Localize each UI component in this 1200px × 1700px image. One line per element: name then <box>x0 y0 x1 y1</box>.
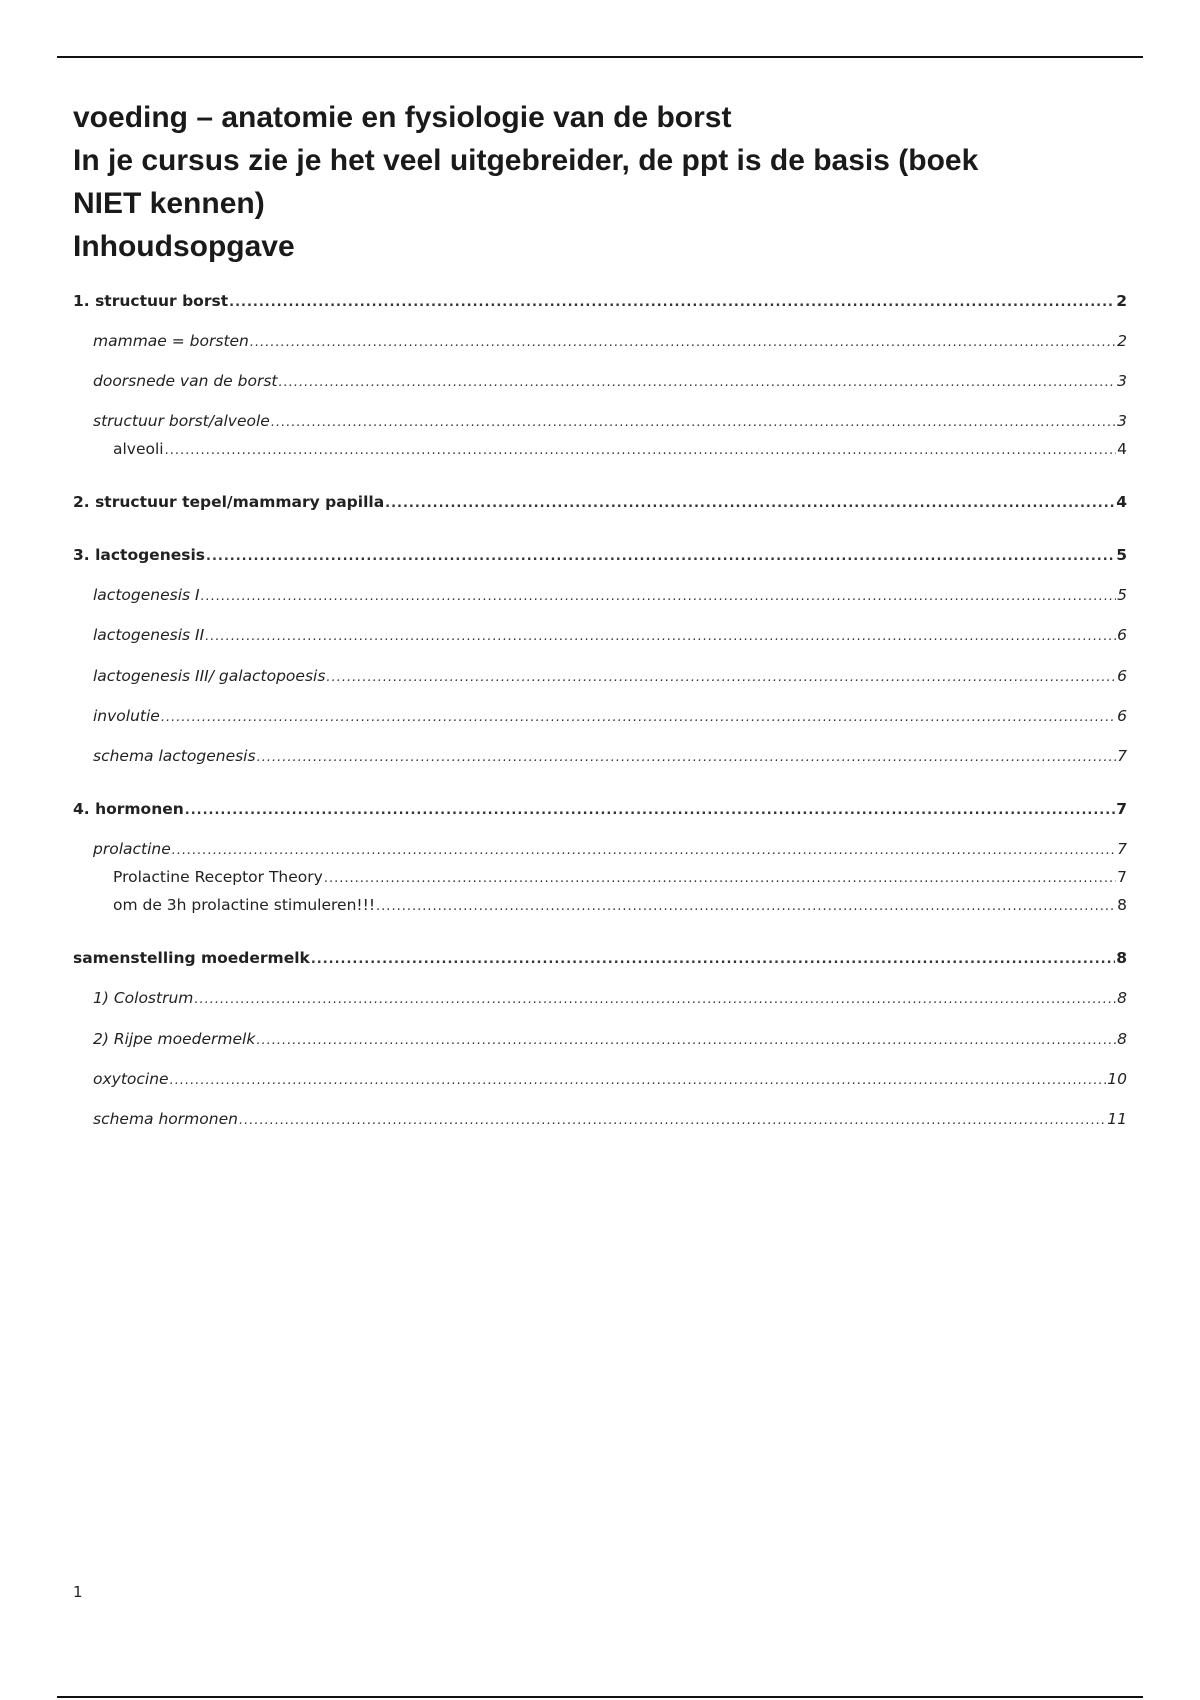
toc-entry-page: 4 <box>1117 440 1127 458</box>
toc-entry-page: 8 <box>1116 949 1127 967</box>
toc-entry-label: mammae = borsten <box>93 332 249 350</box>
toc-entry-page: 6 <box>1117 667 1127 685</box>
toc-entry-page: 11 <box>1107 1110 1127 1128</box>
toc-entry[interactable] <box>73 989 1127 1007</box>
toc-leader <box>206 549 1115 564</box>
toc-entry-label: lactogenesis III/ galactopoesis <box>93 667 326 685</box>
toc-entry-page: 2 <box>1117 332 1127 350</box>
toc-entry-page: 5 <box>1117 586 1127 604</box>
toc-leader <box>326 670 1116 685</box>
toc-entry[interactable] <box>73 747 1127 765</box>
toc-leader <box>279 375 1117 390</box>
toc-leader <box>205 629 1116 644</box>
toc-leader <box>229 295 1115 310</box>
toc-leader <box>324 871 1116 886</box>
toc-entry-label: lactogenesis I <box>93 586 200 604</box>
toc-entry[interactable] <box>73 1030 1127 1048</box>
toc-entry-page: 7 <box>1116 800 1127 818</box>
toc-leader <box>172 843 1116 858</box>
toc-leader <box>311 952 1115 967</box>
toc-entry-page: 7 <box>1117 747 1127 765</box>
toc-entry-page: 10 <box>1107 1070 1127 1088</box>
footer-rule <box>57 1696 1143 1698</box>
toc-entry-label: doorsnede van de borst <box>93 372 278 390</box>
toc-entry-page: 7 <box>1117 868 1127 886</box>
toc-entry-label: schema hormonen <box>93 1110 238 1128</box>
toc-leader <box>239 1113 1106 1128</box>
toc-entry[interactable] <box>73 896 1127 914</box>
toc-entry-label: 3. lactogenesis <box>73 546 206 564</box>
toc-entry-label: 4. hormonen <box>73 800 184 818</box>
toc-entry[interactable] <box>73 440 1127 458</box>
toc-entry[interactable] <box>73 586 1127 604</box>
toc-entry-page: 6 <box>1117 626 1127 644</box>
header-rule <box>57 56 1143 58</box>
toc-entry-page: 3 <box>1117 372 1127 390</box>
toc-leader <box>257 750 1117 765</box>
toc-entry-label: oxytocine <box>93 1070 169 1088</box>
toc-leader <box>170 1073 1107 1088</box>
toc-entry-label: 1) Colostrum <box>93 989 194 1007</box>
toc-entry-page: 2 <box>1116 292 1127 310</box>
toc-entry-label: 2) Rijpe moedermelk <box>93 1030 256 1048</box>
toc-entry[interactable] <box>73 332 1127 350</box>
toc-leader <box>250 335 1116 350</box>
toc-entry-page: 3 <box>1117 412 1127 430</box>
toc-entry[interactable] <box>73 949 1127 967</box>
toc-entry[interactable] <box>73 800 1127 818</box>
toc-entry-page: 8 <box>1117 1030 1127 1048</box>
toc-entry-label: 2. structuur tepel/mammary papilla <box>73 493 385 511</box>
toc-entry[interactable] <box>73 493 1127 511</box>
toc-entry[interactable] <box>73 1070 1127 1088</box>
toc-entry[interactable] <box>73 292 1127 310</box>
toc-entry-label: involutie <box>93 707 160 725</box>
toc-entry[interactable] <box>73 707 1127 725</box>
toc-leader <box>185 803 1115 818</box>
toc-leader <box>376 899 1116 914</box>
toc-entry-label: Prolactine Receptor Theory <box>113 868 323 886</box>
toc-entry-page: 5 <box>1116 546 1127 564</box>
toc-entry-label: lactogenesis II <box>93 626 205 644</box>
document-header <box>73 96 1133 268</box>
toc-entry-label: 1. structuur borst <box>73 292 229 310</box>
toc-entry-page: 4 <box>1116 493 1127 511</box>
toc-entry[interactable] <box>73 840 1127 858</box>
toc-entry[interactable] <box>73 868 1127 886</box>
toc-leader <box>201 589 1117 604</box>
toc-entry-label: schema lactogenesis <box>93 747 256 765</box>
toc-entry[interactable] <box>73 412 1127 430</box>
toc-entry[interactable] <box>73 1110 1127 1128</box>
document-subtitle-line-1: In je cursus zie je het veel uitgebreider, de ppt is de basis (boek <box>73 144 979 177</box>
toc-entry-label: alveoli <box>113 440 164 458</box>
document-subtitle-line-2: NIET kennen) <box>73 187 265 220</box>
toc-entry[interactable] <box>73 626 1127 644</box>
toc-entry-label: samenstelling moedermelk <box>73 949 310 967</box>
toc-entry[interactable] <box>73 546 1127 564</box>
toc-leader <box>165 443 1117 458</box>
toc-entry-label: om de 3h prolactine stimuleren!!! <box>113 896 376 914</box>
toc-leader <box>194 992 1116 1007</box>
document-title: voeding – anatomie en fysiologie van de borst <box>73 101 732 134</box>
page-number: 1 <box>73 1583 83 1601</box>
toc-leader <box>256 1033 1116 1048</box>
toc-heading: Inhoudsopgave <box>73 230 295 263</box>
toc-entry-page: 7 <box>1117 840 1127 858</box>
toc-entry-page: 8 <box>1117 989 1127 1007</box>
toc-entry[interactable] <box>73 372 1127 390</box>
toc-entry-page: 8 <box>1117 896 1127 914</box>
toc-leader <box>161 710 1116 725</box>
toc-entry-label: structuur borst/alveole <box>93 412 270 430</box>
toc-entry[interactable] <box>73 667 1127 685</box>
toc-leader <box>385 496 1115 511</box>
toc-leader <box>271 415 1116 430</box>
toc-entry-label: prolactine <box>93 840 171 858</box>
toc-entry-page: 6 <box>1117 707 1127 725</box>
